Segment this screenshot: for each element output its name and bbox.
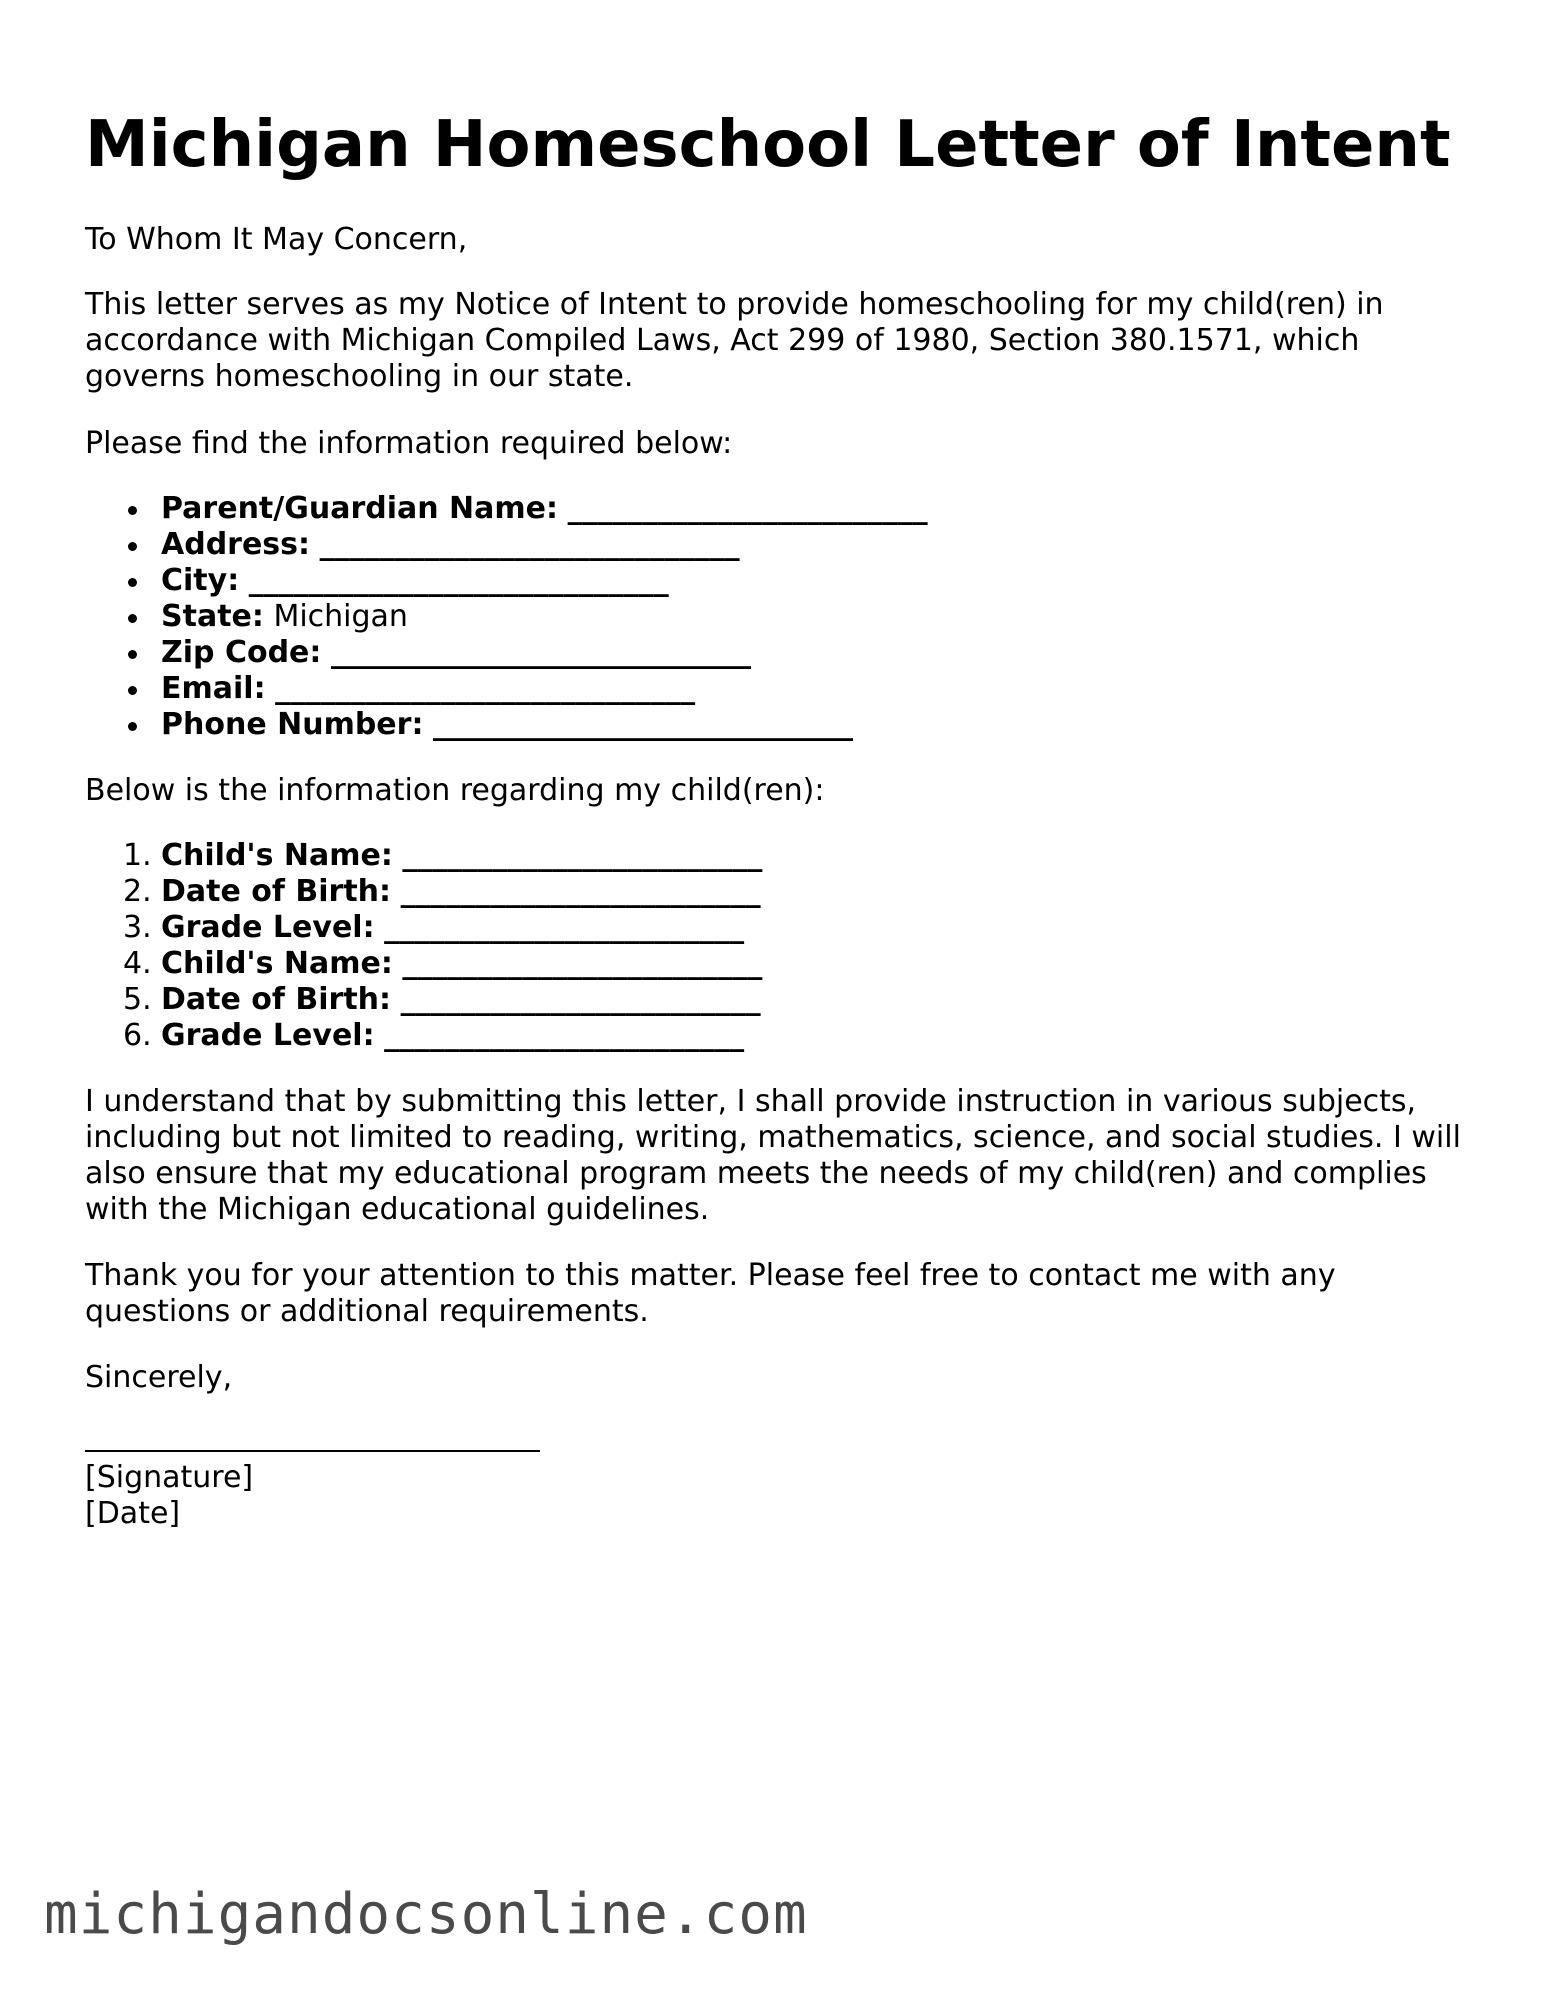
list-number: 6. — [123, 1018, 152, 1053]
field-label: City: — [161, 563, 240, 598]
field-blank: ____________________________ — [433, 707, 853, 742]
signature-placeholder: [Signature] — [85, 1460, 254, 1495]
field-label: Address: — [161, 527, 311, 562]
field-label: State: — [161, 599, 264, 634]
field-label: Grade Level: — [161, 1018, 375, 1053]
list-item-grade-level — [85, 910, 762, 946]
list-number: 1. — [123, 838, 152, 873]
list-item-grade-level — [85, 1018, 762, 1054]
list-item-date-of-birth — [85, 982, 762, 1018]
closing: Sincerely, — [85, 1360, 233, 1395]
list-item-state — [85, 599, 928, 635]
field-label: Parent/Guardian Name: — [161, 491, 559, 526]
field-label: Date of Birth: — [161, 874, 392, 909]
field-label: Grade Level: — [161, 910, 375, 945]
list-number: 3. — [123, 910, 152, 945]
list-item-city — [85, 563, 928, 599]
field-blank: ________________________ — [384, 1018, 745, 1053]
field-label: Email: — [161, 671, 266, 706]
field-blank: ____________________________ — [319, 527, 740, 562]
list-item-zip-code — [85, 635, 928, 671]
parent-info-list — [85, 491, 928, 743]
info-prompt: Please find the information required below: — [85, 426, 733, 461]
watermark: michigandocsonline.com — [44, 1882, 808, 1947]
date-placeholder: [Date] — [85, 1496, 181, 1531]
list-item-address — [85, 527, 928, 563]
list-item-parent-name — [85, 491, 928, 527]
field-blank: ________________________ — [384, 910, 745, 945]
signature-line — [85, 1450, 540, 1452]
field-blank: ________________________ — [402, 838, 763, 873]
list-item-date-of-birth — [85, 874, 762, 910]
field-label: Date of Birth: — [161, 982, 392, 1017]
children-prompt: Below is the information regarding my child(ren): — [85, 773, 825, 808]
field-blank: ________________________ — [402, 946, 763, 981]
list-number: 5. — [123, 982, 152, 1017]
children-info-list — [85, 838, 762, 1054]
salutation: To Whom It May Concern, — [85, 222, 468, 257]
field-value: Michigan — [273, 599, 408, 634]
page-title: Michigan Homeschool Letter of Intent — [85, 108, 1451, 182]
understanding-paragraph: I understand that by submitting this letter, I shall provide instruction in various subjects, including but not limited to reading, writing, mathematics, science, and social studies. I will also ensure that my educational program meets the needs of my child(ren) and complies with the Michigan educational guidelines. — [85, 1084, 1461, 1227]
field-label: Zip Code: — [161, 635, 322, 670]
field-blank: ________________________ — [400, 982, 761, 1017]
list-number: 4. — [123, 946, 152, 981]
field-label: Child's Name: — [161, 838, 393, 873]
field-label: Phone Number: — [161, 707, 424, 742]
list-item-phone-number — [85, 707, 928, 743]
list-item-email — [85, 671, 928, 707]
intro-paragraph: This letter serves as my Notice of Intent to provide homeschooling for my child(ren) in accordance with Michigan Compiled Laws, Act 299 of 1980, Section 380.1571, which governs homeschooling in our state. — [85, 287, 1384, 394]
field-blank: ____________________________ — [275, 671, 696, 706]
list-number: 2. — [123, 874, 152, 909]
list-item-child-name — [85, 946, 762, 982]
field-label: Child's Name: — [161, 946, 393, 981]
field-blank: ____________________________ — [330, 635, 751, 670]
field-blank: ____________________________ — [248, 563, 669, 598]
list-item-child-name — [85, 838, 762, 874]
field-blank: ________________________ — [567, 491, 928, 526]
thanks-paragraph: Thank you for your attention to this matter. Please feel free to contact me with any questions or additional requirements. — [85, 1258, 1336, 1329]
field-blank: ________________________ — [400, 874, 761, 909]
